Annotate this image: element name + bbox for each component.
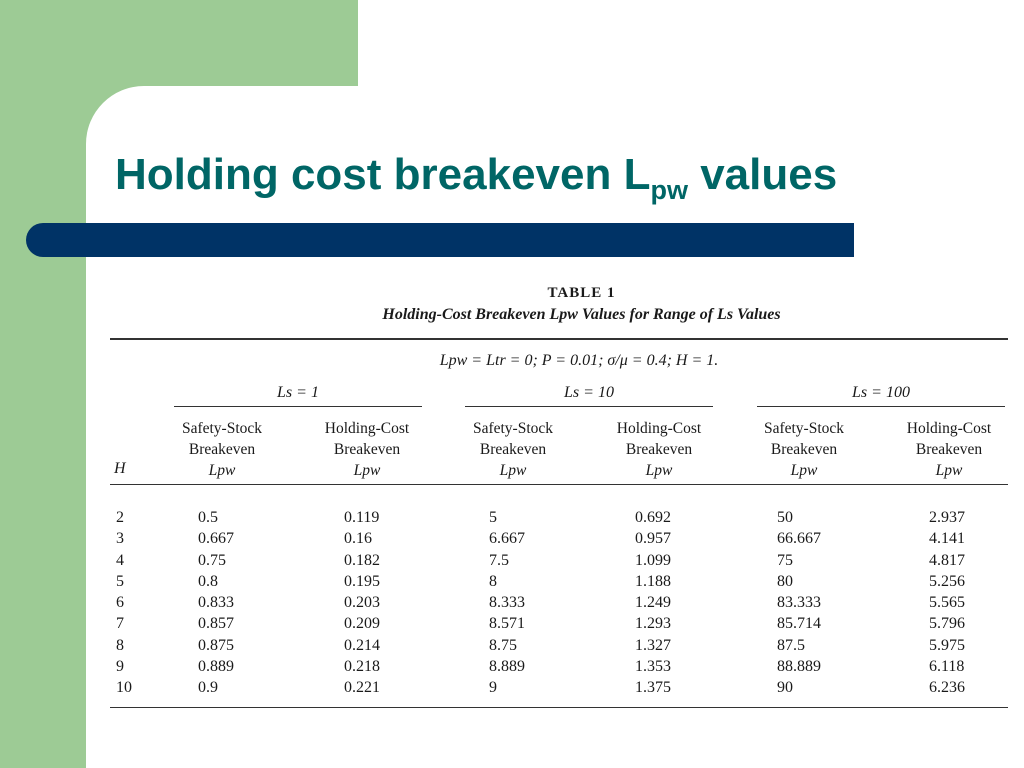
table-cell: 90 [777,679,793,697]
table-cell: 0.218 [344,658,380,676]
table-cell: 8.75 [489,636,517,654]
table-row [110,528,999,549]
table-figure [110,285,1008,708]
table-cell: 0.214 [344,636,380,654]
column-headers [110,418,1008,478]
data-rows [110,507,999,699]
table-cell: 87.5 [777,636,805,654]
table-cell: 0.8 [198,572,218,590]
table-cell: 5.796 [929,615,965,633]
table-cell: 8.333 [489,594,525,612]
column-header: Holding-Cost Breakeven Lpw [616,420,702,479]
table-cell: 0.75 [198,551,226,569]
table-bottom-rule [110,707,1008,708]
table-cell: 66.667 [777,530,821,548]
group-rule-ls-1 [174,406,422,407]
table-cell: 5.975 [929,636,965,654]
group-header-ls-100: Ls = 100 [852,384,910,401]
slide-title-end: values [687,150,838,199]
table-cell: 0.203 [344,594,380,612]
table-row [110,635,999,656]
table-cell: 0.857 [198,615,234,633]
row-h-value: 4 [116,551,124,569]
row-h-value: 7 [116,615,124,633]
row-h-value: 5 [116,572,124,590]
slide-title [115,150,837,206]
header-rule [110,484,1008,485]
corner-green-block [0,0,358,86]
table-cell: 0.209 [344,615,380,633]
slide-title-main: Holding cost breakeven L [115,150,651,199]
data-table [110,507,999,699]
table-cell: 0.195 [344,572,380,590]
table-cell: 1.099 [635,551,671,569]
column-header: Holding-Cost Breakeven Lpw [324,420,410,479]
group-header-ls-10: Ls = 10 [564,384,614,401]
table-cell: 0.221 [344,679,380,697]
table-cell: 80 [777,572,793,590]
table-cell: 4.141 [929,530,965,548]
table-cell: 0.667 [198,530,234,548]
row-h-value: 8 [116,636,124,654]
column-header: Safety-Stock Breakeven Lpw [763,420,845,479]
table-cell: 9 [489,679,497,697]
table-cell: 0.5 [198,509,218,526]
row-h-value: 6 [116,594,124,612]
table-cell: 0.16 [344,530,372,548]
row-h-value: 10 [116,679,132,697]
column-header: Holding-Cost Breakeven Lpw [906,420,992,479]
table-cell: 1.353 [635,658,671,676]
table-cell: 83.333 [777,594,821,612]
table-cell: 75 [777,551,793,569]
table-cell: 88.889 [777,658,821,676]
table-cell: 6.118 [929,658,965,676]
table-cell: 1.293 [635,615,671,633]
group-rule-ls-10 [465,406,713,407]
table-cell: 5 [489,509,497,526]
row-h-value: 2 [116,509,124,526]
table-cell: 7.5 [489,551,509,569]
title-underline-bar [26,223,854,257]
row-h-value: 3 [116,530,124,548]
table-cell: 5.565 [929,594,965,612]
table-number: TABLE 1 [547,285,616,301]
table-cell: 4.817 [929,551,965,569]
table-row [110,507,999,528]
table-row [110,613,999,634]
table-cell: 0.833 [198,594,234,612]
table-cell: 0.692 [635,509,671,526]
table-row [110,550,999,571]
column-header-h: H [114,460,126,477]
table-cell: 5.256 [929,572,965,590]
group-header-ls-1: Ls = 1 [277,384,319,401]
table-row [110,592,999,613]
table-cell: 0.875 [198,636,234,654]
slide-title-subscript: pw [650,175,688,205]
table-cell: 8.889 [489,658,525,676]
table-caption: Holding-Cost Breakeven Lpw Values for Range of Ls Values [382,306,781,323]
table-row [110,571,999,592]
table-cell: 0.182 [344,551,380,569]
column-header: Safety-Stock Breakeven Lpw [181,420,263,479]
top-white-strip [358,0,1024,86]
table-cell: 6.236 [929,679,965,697]
table-cell: 1.375 [635,679,671,697]
table-cell: 1.188 [635,572,671,590]
table-parameters: Lpw = Ltr = 0; P = 0.01; σ/μ = 0.4; H = 1. [439,352,719,369]
table-cell: 0.889 [198,658,234,676]
table-row [110,656,999,677]
table-cell: 8 [489,572,497,590]
table-cell: 1.327 [635,636,671,654]
column-header: Safety-Stock Breakeven Lpw [472,420,554,479]
table-cell: 8.571 [489,615,525,633]
table-cell: 2.937 [929,509,965,526]
table-cell: 6.667 [489,530,525,548]
table-cell: 0.9 [198,679,218,697]
group-rule-ls-100 [757,406,1005,407]
table-cell: 0.957 [635,530,671,548]
table-top-rule [110,338,1008,340]
table-cell: 1.249 [635,594,671,612]
group-headers [110,384,1008,414]
table-cell: 85.714 [777,615,821,633]
table-cell: 50 [777,509,793,526]
table-cell: 0.119 [344,509,380,526]
table-row [110,677,999,698]
row-h-value: 9 [116,658,124,676]
